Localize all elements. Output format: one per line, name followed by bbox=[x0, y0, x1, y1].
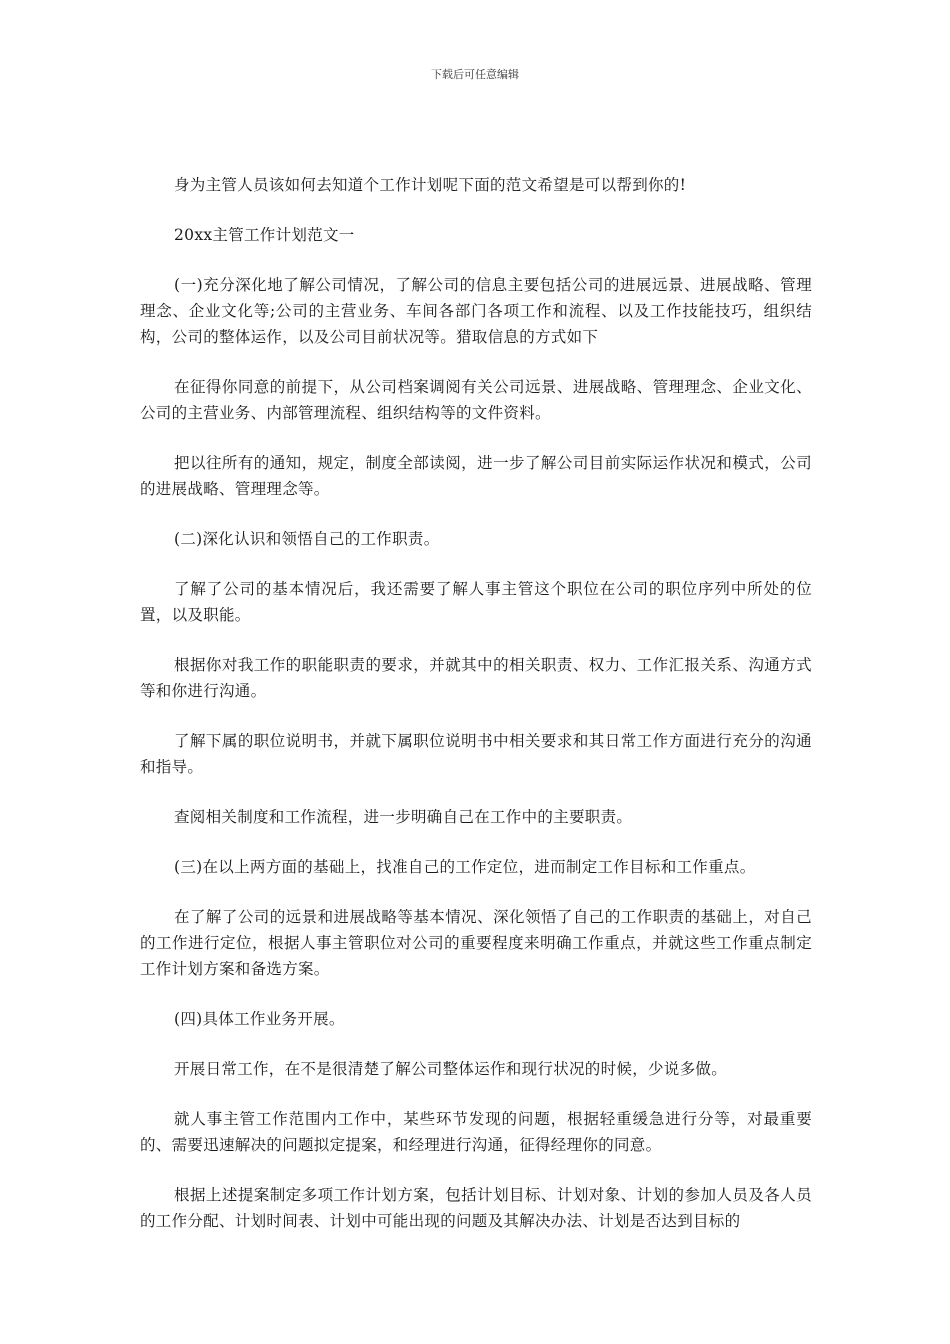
paragraph: 了解了公司的基本情况后，我还需要了解人事主管这个职位在公司的职位序列中所处的位置，以及职能。 bbox=[140, 580, 812, 624]
paragraph-title: 20xx主管工作计划范文一 bbox=[174, 226, 355, 244]
paragraph-section-3: (三)在以上两方面的基础上，找准自己的工作定位，进而制定工作目标和工作重点。 bbox=[174, 858, 756, 876]
paragraph: 把以往所有的通知，规定，制度全部读阅，进一步了解公司目前实际运作状况和模式，公司的进展战略、管理理念等。 bbox=[140, 454, 812, 498]
paragraph: 根据你对我工作的职能职责的要求，并就其中的相关职责、权力、工作汇报关系、沟通方式等和你进行沟通。 bbox=[140, 656, 812, 700]
paragraph: 根据上述提案制定多项工作计划方案，包括计划目标、计划对象、计划的参加人员及各人员的工作分配、计划时间表、计划中可能出现的问题及其解决办法、计划是否达到目标的 bbox=[140, 1186, 812, 1230]
paragraph-intro: 身为主管人员该如何去知道个工作计划呢下面的范文希望是可以帮到你的! bbox=[174, 176, 687, 194]
paragraph: 了解下属的职位说明书，并就下属职位说明书中相关要求和其日常工作方面进行充分的沟通和指导。 bbox=[140, 732, 812, 776]
paragraph-section-4: (四)具体工作业务开展。 bbox=[174, 1010, 345, 1028]
page-header: 下载后可任意编辑 bbox=[431, 68, 519, 81]
paragraph-section-1: (一)充分深化地了解公司情况，了解公司的信息主要包括公司的进展远景、进展战略、管理理念、企业文化等;公司的主营业务、车间各部门各项工作和流程、以及工作技能技巧，组织结构，公司的整体运作，以及公司目前状况等。猎取信息的方式如下 bbox=[140, 276, 812, 346]
paragraph: 查阅相关制度和工作流程，进一步明确自己在工作中的主要职责。 bbox=[174, 808, 633, 826]
paragraph: 在了解了公司的远景和进展战略等基本情况、深化领悟了自己的工作职责的基础上，对自己的工作进行定位，根据人事主管职位对公司的重要程度来明确工作重点，并就这些工作重点制定工作计划方案和备选方案。 bbox=[140, 908, 812, 978]
paragraph: 开展日常工作，在不是很清楚了解公司整体运作和现行状况的时候，少说多做。 bbox=[174, 1060, 728, 1078]
paragraph-section-2: (二)深化认识和领悟自己的工作职责。 bbox=[174, 530, 440, 548]
paragraph: 就人事主管工作范围内工作中，某些环节发现的问题，根据轻重缓急进行分等，对最重要的、需要迅速解决的问题拟定提案，和经理进行沟通，征得经理你的同意。 bbox=[140, 1110, 812, 1154]
paragraph: 在征得你同意的前提下，从公司档案调阅有关公司远景、进展战略、管理理念、企业文化、公司的主营业务、内部管理流程、组织结构等的文件资料。 bbox=[140, 378, 812, 422]
document-body bbox=[140, 172, 812, 1258]
